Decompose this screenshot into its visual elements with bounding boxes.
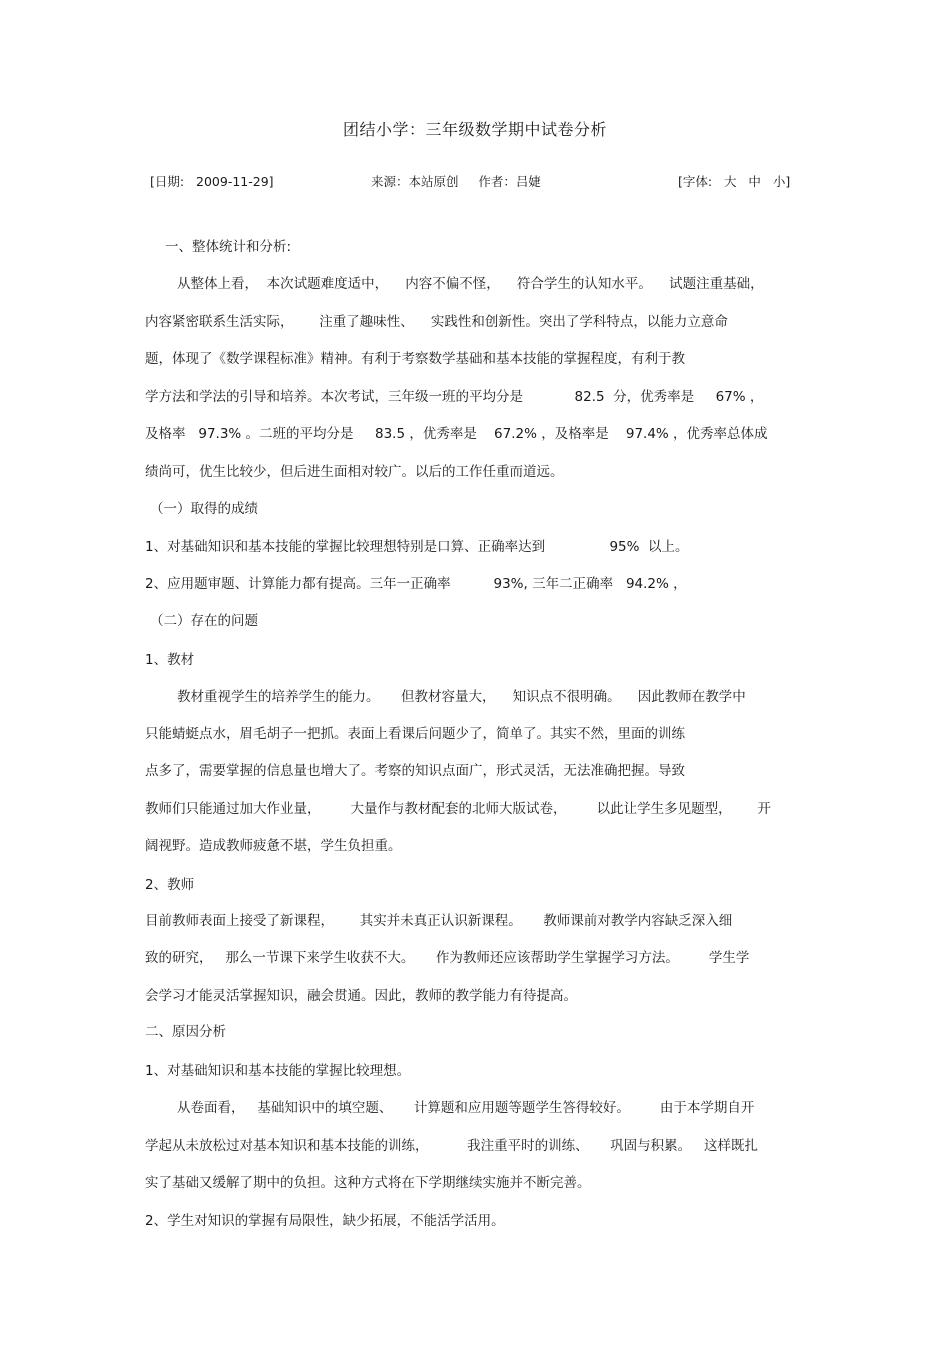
paragraph-line: 从卷面看， 基础知识中的填空题、 计算题和应用题等题学生答得较好。 由于本学期自开 [177,1100,755,1116]
paragraph-line: 致的研究， 那么一节课下来学生收获不大。 作为教师还应该帮助学生掌握学习方法。 学生学 [145,950,750,966]
meta-date: [日期: 2009-11-29] [150,174,274,189]
list-item-heading: 2、学生对知识的掌握有局限性，缺少拓展，不能活学活用。 [145,1213,505,1229]
paragraph-line: 会学习才能灵活掌握知识，融会贯通。因此，教师的教学能力有待提高。 [145,988,577,1004]
meta-source-author: 来源：本站原创 作者：吕婕 [371,174,541,189]
subsection-heading: （二）存在的问题 [150,613,258,629]
list-item-heading: 1、教材 [145,652,195,668]
list-item-heading: 1、对基础知识和基本技能的掌握比较理想。 [145,1063,411,1079]
paragraph-line: 点多了，需要掌握的信息量也增大了。考察的知识点面广，形式灵活，无法准确把握。导致 [145,763,685,779]
paragraph-line: 题，体现了《数学课程标准》精神。有利于考察数学基础和基本技能的掌握程度，有利于教 [145,351,685,367]
paragraph-line: 及格率 97.3% 。二班的平均分是 83.5 ，优秀率是 67.2% ，及格率是 97.4% ，优秀率总体成 [145,426,768,442]
section-heading: 一、整体统计和分析: [165,239,292,255]
meta-font-size[interactable]: [字体: 大 中 小] [678,174,791,189]
paragraph-line: 绩尚可，优生比较少，但后进生面相对较广。以后的工作任重而道远。 [145,464,564,480]
paragraph-line: 教材重视学生的培养学生的能力。 但教材容量大， 知识点不很明确。 因此教师在教学中 [177,689,746,705]
paragraph-line: 实了基础又缓解了期中的负担。这种方式将在下学期继续实施并不断完善。 [145,1175,591,1191]
subsection-heading: （一）取得的成绩 [150,501,258,517]
document-title: 团结小学：三年级数学期中试卷分析 [342,120,607,139]
paragraph-line: 只能蜻蜓点水，眉毛胡子一把抓。表面上看课后问题少了，简单了。其实不然，里面的训练 [145,726,685,742]
list-item-heading: 2、教师 [145,877,195,893]
list-item: 1、对基础知识和基本技能的掌握比较理想特别是口算、正确率达到 95% 以上。 [145,539,689,555]
paragraph-line: 目前教师表面上接受了新课程， 其实并未真正认识新课程。 教师课前对教学内容缺乏深入细 [145,913,733,929]
paragraph-line: 内容紧密联系生活实际， 注重了趣味性、 实践性和创新性。突出了学科特点，以能力立意命 [145,314,728,330]
paragraph-line: 学方法和学法的引导和培养。本次考试，三年级一班的平均分是 82.5 分，优秀率是 67% ， [145,389,764,405]
list-item: 2、应用题审题、计算能力都有提高。三年一正确率 93%, 三年二正确率 94.2% ， [145,576,687,592]
paragraph-line: 阔视野。造成教师疲惫不堪，学生负担重。 [145,838,402,854]
paragraph-line: 教师们只能通过加大作业量， 大量作与教材配套的北师大版试卷， 以此让学生多见题型， 开 [145,801,771,817]
paragraph-line: 学起从未放松过对基本知识和基本技能的训练， 我注重平时的训练、 巩固与积累。 这样既扎 [145,1138,758,1154]
paragraph-line: 从整体上看， 本次试题难度适中， 内容不偏不怪， 符合学生的认知水平。 试题注重基础， [177,276,764,292]
section-heading: 二、原因分析 [145,1024,226,1040]
